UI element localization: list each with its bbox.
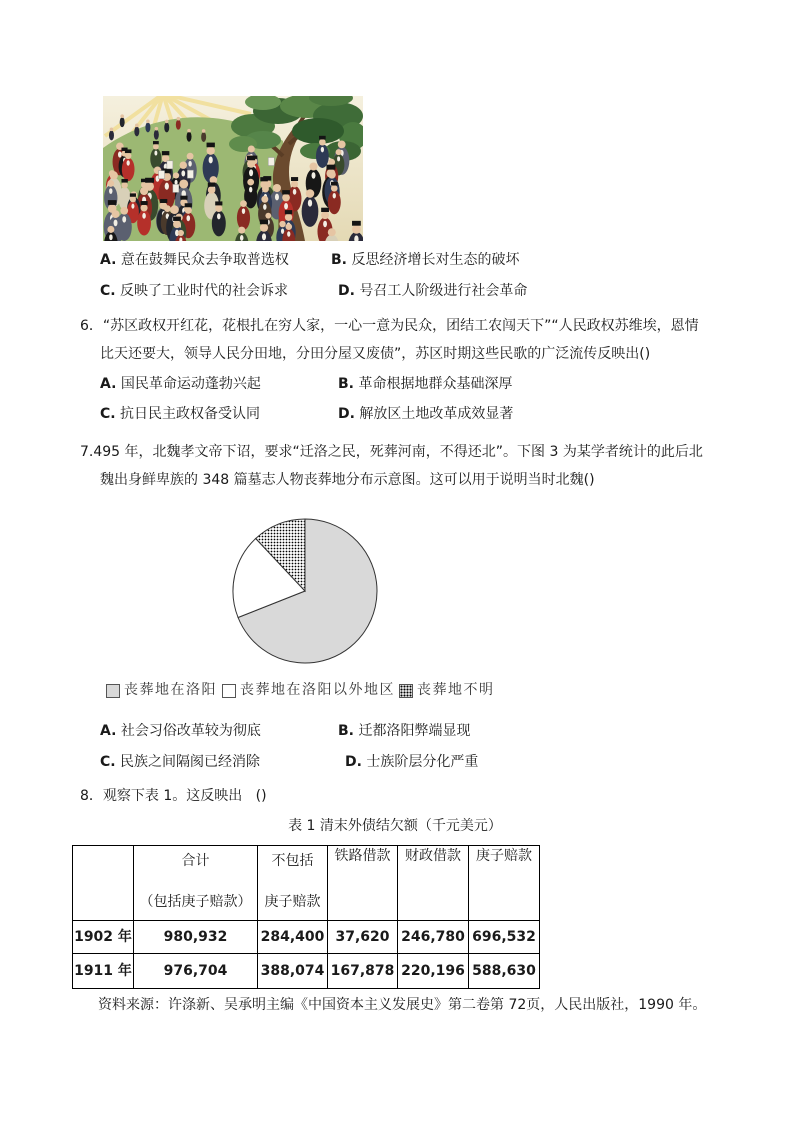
option-letter: A.	[100, 376, 117, 392]
figure-head	[110, 171, 118, 179]
option-text: 解放区土地改革成效显著	[359, 406, 514, 422]
legend-label-outside-luoyang: 丧葬地在洛阳以外地区	[240, 682, 395, 698]
hill-figure	[154, 127, 159, 140]
q8-stem: 8．观察下表 1。这反映出 ()	[80, 788, 267, 804]
placard	[173, 184, 179, 192]
figure-body	[201, 132, 206, 142]
figure-head	[247, 160, 255, 168]
figure-head	[240, 200, 247, 207]
q6-stem-line-2: 比天还要大，领导人民分田地，分田分屋又废债”，苏区时期这些民歌的广泛流传反映出()	[100, 346, 651, 362]
figure-shirt	[240, 235, 244, 241]
figure-head	[140, 187, 148, 195]
hill-figure	[145, 120, 150, 133]
figure-hat	[160, 199, 167, 203]
hill-figure	[176, 117, 181, 130]
q6-option-b	[338, 374, 512, 394]
figure-hat	[108, 200, 117, 205]
figure-head	[207, 147, 215, 155]
figure-shirt	[242, 208, 245, 214]
q5-option-b	[331, 250, 519, 270]
figure-head	[153, 144, 159, 150]
option-text: 革命根据地群众基础深厚	[358, 376, 513, 392]
figure-hat	[185, 203, 192, 207]
figure-shirt	[118, 151, 122, 157]
figure-body	[109, 130, 114, 140]
option-letter: C.	[100, 754, 116, 770]
figure-body	[120, 117, 125, 127]
header-line: （包括庚子赔款）	[139, 894, 252, 910]
figure-shirt	[181, 170, 185, 176]
figure-hat	[321, 208, 329, 212]
figure-body	[145, 122, 150, 132]
hill-figure	[109, 128, 114, 141]
figure-head	[282, 194, 290, 202]
figure-head	[187, 129, 191, 133]
figure-hat	[130, 193, 136, 196]
figure-shirt	[323, 221, 327, 228]
figure-head	[112, 210, 120, 218]
figure-head	[208, 186, 216, 194]
figure-head	[321, 211, 329, 219]
q7-option-d	[345, 752, 478, 772]
table-header-excluding-indemnity	[258, 846, 328, 921]
figure-head	[331, 185, 338, 192]
figure-shirt	[122, 216, 126, 222]
cartoon-illustration	[103, 96, 363, 241]
option-letter: B.	[338, 723, 354, 739]
figure-head	[248, 145, 255, 152]
option-text: 迁都洛阳弊端显现	[358, 723, 471, 739]
figure-shirt	[217, 213, 221, 219]
figure-shirt	[262, 233, 266, 240]
figure-hat	[352, 221, 361, 226]
figure-head	[238, 227, 245, 234]
legend-swatch-unknown	[399, 684, 413, 698]
option-letter: D.	[338, 406, 355, 422]
figure-head	[125, 153, 132, 160]
table-cell: 284,400	[258, 921, 328, 954]
figure-head	[309, 163, 317, 171]
figure-body	[176, 120, 181, 130]
figure-hat	[121, 179, 127, 183]
figure-head	[328, 171, 336, 179]
hill-figure	[120, 114, 125, 127]
figure-shirt	[154, 151, 157, 156]
figure-head	[291, 180, 298, 187]
hill-figure	[164, 120, 169, 133]
q6-option-c	[100, 404, 260, 424]
figure-head	[202, 129, 206, 133]
placard	[268, 158, 274, 166]
legend-swatch-luoyang	[106, 684, 120, 698]
header-line: 庚子赔款	[476, 848, 532, 864]
q6-option-a	[100, 374, 261, 394]
placard	[167, 161, 173, 169]
figure-hat	[291, 177, 298, 181]
figure-shirt	[308, 199, 312, 206]
option-text: 反映了工业时代的社会诉求	[120, 283, 289, 299]
q7-stem-line-2: 魏出身鲜卑族的 348 篇墓志人物丧葬地分布示意图。这可以用于说明当时北魏()	[100, 472, 595, 488]
figure-head	[262, 186, 269, 193]
figure-head	[173, 220, 181, 228]
figure-hat	[162, 151, 169, 155]
figure-head	[352, 225, 361, 234]
option-text: 士族阶层分化严重	[366, 754, 479, 770]
figure-head	[185, 207, 192, 214]
figure-head	[215, 205, 222, 212]
table-header-railway-loans	[328, 846, 398, 921]
table-cell: 980,932	[134, 921, 258, 954]
figure-body	[154, 130, 159, 140]
figure-shirt	[165, 183, 169, 190]
figure-head	[328, 228, 336, 236]
figure-head	[336, 149, 342, 155]
figure-body	[187, 132, 192, 142]
table-header-total	[134, 846, 258, 921]
figure-head	[165, 120, 169, 124]
q7-option-c	[100, 752, 260, 772]
figure-hat	[285, 210, 292, 214]
figure-shirt	[333, 193, 336, 199]
option-text: 意在鼓舞民众去争取普选权	[120, 252, 289, 268]
legend-label-luoyang: 丧葬地在洛阳	[124, 682, 217, 698]
figure-head	[121, 182, 127, 188]
table-header-row	[73, 846, 540, 921]
q7-option-b	[338, 721, 470, 741]
figure-shirt	[263, 204, 266, 210]
option-text: 抗日民主政权备受认同	[120, 406, 261, 422]
option-text: 民族之间隔阂已经消除	[120, 754, 261, 770]
figure-head	[319, 139, 326, 146]
placard	[159, 171, 165, 179]
header-line: 不包括	[271, 853, 314, 869]
figure-hat	[208, 182, 216, 186]
figure-head	[261, 196, 268, 203]
placard	[187, 170, 193, 178]
figure-hat	[180, 196, 187, 200]
figure-hat	[260, 220, 268, 225]
q5-option-d	[338, 281, 527, 301]
tree-foliage-clump	[292, 118, 344, 144]
q7-stem-line-1: 7.495 年，北魏孝文帝下诏，要求“迁洛之民，死葬河南，不得还北”。下图 3 为某学者统计的此后北	[80, 444, 703, 460]
figure-shirt	[188, 161, 191, 167]
hill-figure	[187, 129, 192, 142]
burial-pie-chart	[225, 511, 385, 671]
figure-head	[146, 120, 150, 124]
figure-shirt	[293, 189, 297, 195]
figure-hat	[326, 165, 335, 170]
option-letter: D.	[345, 754, 362, 770]
option-letter: B.	[338, 376, 354, 392]
figure-head	[265, 213, 271, 219]
figure-head	[164, 205, 171, 212]
figure-head	[285, 214, 292, 221]
figure-hat	[207, 143, 215, 148]
figure-shirt	[127, 160, 130, 165]
figure-hat	[247, 156, 255, 161]
figure-head	[170, 205, 179, 214]
table-cell: 588,630	[469, 954, 540, 989]
table-header-fiscal-loans	[398, 846, 469, 921]
figure-head	[178, 230, 184, 236]
figure-hat	[153, 141, 159, 144]
table-cell: 976,704	[134, 954, 258, 989]
figure-head	[173, 172, 179, 178]
figure-shirt	[321, 147, 324, 153]
figure-head	[130, 196, 136, 202]
option-letter: C.	[100, 283, 116, 299]
table-cell-year: 1902 年	[73, 921, 134, 954]
figure-shirt	[287, 231, 290, 236]
figure-body	[164, 122, 169, 132]
figure-head	[285, 223, 292, 230]
figure-hat	[331, 182, 338, 186]
hill-figure	[134, 124, 139, 137]
figure-hat	[125, 149, 132, 153]
figure-hat	[282, 190, 290, 194]
option-text: 国民革命运动蓬勃兴起	[120, 376, 261, 392]
q6-option-d	[338, 404, 513, 424]
option-letter: C.	[100, 406, 116, 422]
figure-hat	[215, 201, 222, 205]
legend-swatch-outside-luoyang	[222, 684, 236, 698]
figure-head	[260, 224, 268, 232]
option-letter: D.	[338, 283, 355, 299]
figure-shirt	[186, 215, 190, 221]
figure-shirt	[131, 204, 134, 209]
table-cell: 220,196	[398, 954, 469, 989]
table-row	[73, 921, 540, 954]
header-line: 财政借款	[405, 848, 461, 864]
header-line: 合计	[181, 853, 210, 869]
figure-head	[279, 221, 285, 227]
q5-option-a	[100, 250, 289, 270]
table-cell: 167,878	[328, 954, 398, 989]
figure-head	[141, 204, 148, 211]
figure-hat	[145, 178, 154, 183]
table-cell: 696,532	[469, 921, 540, 954]
figure-head	[177, 117, 181, 121]
figure-shirt	[209, 156, 213, 163]
figure-head	[187, 153, 194, 160]
figure-shirt	[249, 169, 253, 176]
table-header-boxer-indemnity	[469, 846, 540, 921]
figure-head	[180, 161, 187, 168]
figure-head	[135, 124, 139, 128]
pie-slices	[233, 519, 377, 663]
figure-head	[273, 184, 281, 192]
figure-head	[110, 128, 114, 132]
figure-head	[120, 207, 128, 215]
figure-shirt	[142, 213, 146, 219]
option-letter: A.	[100, 723, 117, 739]
figure-head	[306, 189, 315, 198]
figure-shirt	[114, 220, 118, 227]
figure-hat	[319, 136, 326, 140]
option-letter: B.	[331, 252, 347, 268]
foreign-debt-table	[72, 845, 540, 989]
q7-option-a	[100, 721, 261, 741]
table-cell: 37,620	[328, 921, 398, 954]
table-caption: 表 1 清末外债结欠额（千元美元）	[288, 818, 502, 834]
q5-option-c	[100, 281, 288, 301]
figure-shirt	[109, 234, 113, 240]
figure-head	[247, 179, 254, 186]
figure-shirt	[284, 203, 288, 209]
figure-head	[155, 127, 159, 131]
q6-stem-line-1: 6．“苏区政权开红花，花根扎在穷人家，一心一意为民众，团结工农闯天下”“人民政权苏维埃，恩情	[80, 318, 699, 334]
header-line: 铁路借款	[334, 848, 391, 864]
table-source-note: 资料来源：许涤新、吴承明主编《中国资本主义发展史》第二卷第 72页，人民出版社，1990 年。	[98, 997, 707, 1013]
figure-body	[134, 126, 139, 136]
hill-figure	[201, 129, 206, 142]
figure-shirt	[281, 229, 284, 234]
figure-head	[107, 180, 114, 187]
figure-shirt	[275, 194, 279, 201]
table-cell: 246,780	[398, 921, 469, 954]
figure-head	[328, 159, 335, 166]
figure-head	[107, 226, 114, 233]
figure-head	[179, 179, 188, 188]
table-cell-year: 1911 年	[73, 954, 134, 989]
figure-shirt	[249, 187, 252, 193]
figure-shirt	[312, 172, 316, 179]
figure-hat	[173, 217, 181, 221]
table-cell: 388,074	[258, 954, 328, 989]
figure-head	[120, 114, 124, 118]
option-text: 社会习俗改革较为彻底	[120, 723, 261, 739]
header-line: 庚子赔款	[264, 894, 321, 910]
figure-hat	[141, 201, 148, 205]
figure-shirt	[109, 188, 112, 194]
option-text: 反思经济增长对生态的破坏	[351, 252, 520, 268]
table-header-corner	[73, 846, 134, 921]
option-letter: A.	[100, 252, 117, 268]
legend-label-unknown: 丧葬地不明	[417, 682, 495, 698]
figure-shirt	[337, 156, 340, 161]
option-text: 号召工人阶级进行社会革命	[359, 283, 528, 299]
figure-hat	[260, 177, 268, 181]
table-row	[73, 954, 540, 989]
figure-head	[338, 140, 346, 148]
